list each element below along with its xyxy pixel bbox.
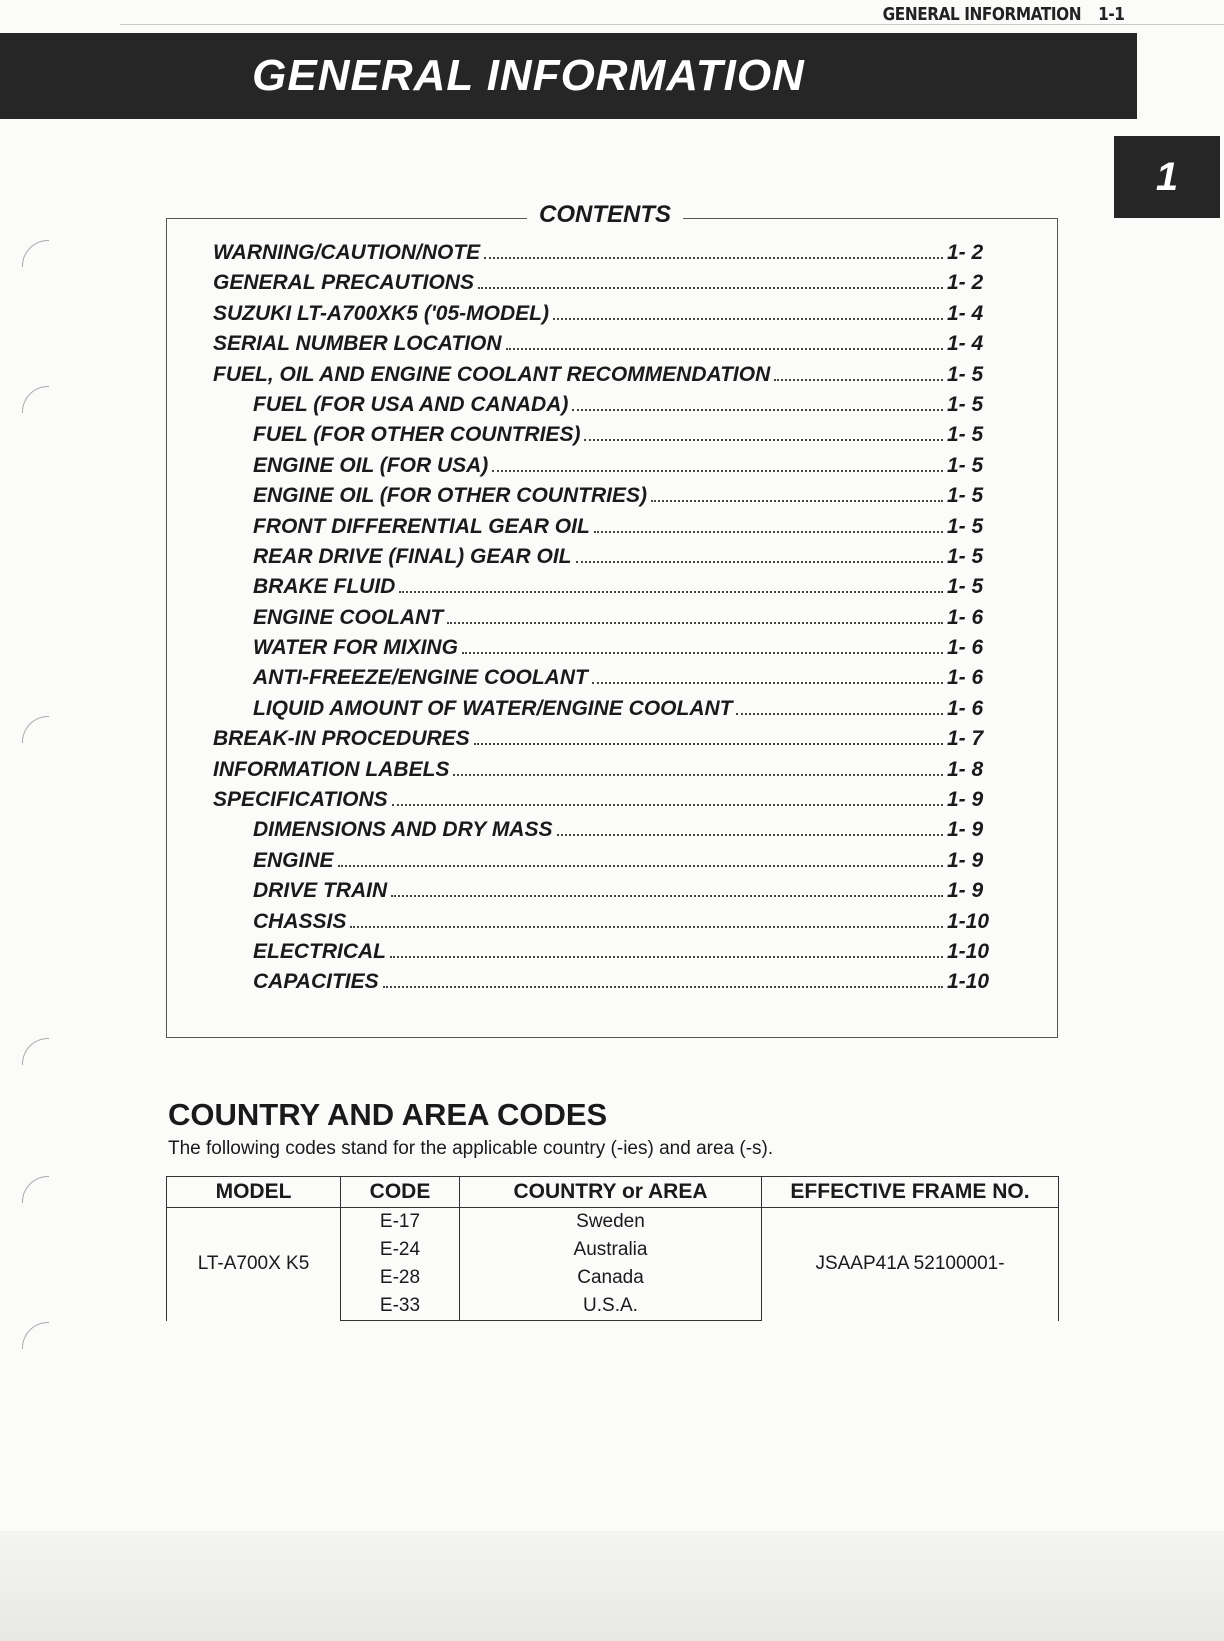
dot-leader: [584, 439, 943, 441]
dot-leader: [506, 348, 943, 350]
code-cell: E-28: [341, 1264, 460, 1292]
toc-entry: [213, 302, 1003, 332]
header-rule: [120, 24, 1224, 25]
model-cell: LT-A700X K5: [167, 1208, 341, 1321]
toc-entry-page: 1- 5: [947, 392, 984, 416]
toc-entry-label: CAPACITIES: [253, 970, 379, 994]
dot-leader: [478, 287, 943, 289]
toc-entry-page: 1- 9: [947, 788, 984, 812]
dot-leader: [399, 591, 943, 593]
toc-entry-label: WATER FOR MIXING: [253, 636, 458, 660]
toc-entry: [213, 423, 1003, 453]
country-cell: U.S.A.: [460, 1292, 762, 1321]
toc-entry-page: 1- 6: [947, 696, 984, 720]
dot-leader: [462, 652, 943, 654]
toc-entry-page: 1- 5: [947, 453, 984, 477]
toc-entry: [213, 727, 1003, 757]
toc-entry: [213, 363, 1003, 393]
frame-no-cell: JSAAP41A 52100001-: [762, 1208, 1059, 1321]
dot-leader: [492, 470, 943, 472]
toc-entry: [213, 606, 1003, 636]
dot-leader: [383, 986, 943, 988]
toc-entry: [213, 697, 1003, 727]
toc-entry: [213, 636, 1003, 666]
toc-entry: [213, 484, 1003, 514]
dot-leader: [557, 834, 944, 836]
toc-entry-page: 1- 9: [947, 848, 984, 872]
dot-leader: [484, 257, 943, 259]
binder-hole-mark: [22, 1176, 49, 1203]
table-row: [167, 1208, 1059, 1237]
page-number: 1-1: [1097, 4, 1124, 25]
toc-entry-page: 1- 9: [947, 818, 984, 842]
dot-leader: [651, 500, 943, 502]
toc-entry: [213, 940, 1003, 970]
toc-entry: [213, 454, 1003, 484]
toc-entry-page: 1- 5: [947, 423, 984, 447]
toc-entry: [213, 545, 1003, 575]
column-header-country: COUNTRY or AREA: [460, 1177, 762, 1208]
binder-hole-mark: [22, 386, 49, 413]
toc-entry-label: DIMENSIONS AND DRY MASS: [253, 818, 553, 842]
contents-box: [166, 201, 1058, 1038]
dot-leader: [572, 409, 943, 411]
title-banner: [0, 33, 1137, 119]
toc-entry: [213, 666, 1003, 696]
toc-entry-label: ANTI-FREEZE/ENGINE COOLANT: [253, 666, 588, 690]
page-title: GENERAL INFORMATION: [252, 51, 805, 100]
toc-entry: [213, 393, 1003, 423]
dot-leader: [576, 561, 944, 563]
toc-entry: [213, 818, 1003, 848]
country-codes-table: [166, 1176, 1059, 1321]
toc-entry-page: 1- 4: [947, 301, 984, 325]
toc-entry-page: 1- 5: [947, 514, 984, 538]
code-cell: E-17: [341, 1208, 460, 1237]
toc-entry-page: 1- 5: [947, 575, 984, 599]
toc-entry: [213, 788, 1003, 818]
toc-entry: [213, 879, 1003, 909]
toc-entry-label: INFORMATION LABELS: [213, 757, 450, 781]
toc-entry-label: SUZUKI LT-A700XK5 ('05-MODEL): [213, 301, 549, 325]
dot-leader: [594, 531, 943, 533]
dot-leader: [736, 713, 943, 715]
toc-entry-label: REAR DRIVE (FINAL) GEAR OIL: [253, 544, 572, 568]
code-cell: E-24: [341, 1236, 460, 1264]
scan-shadow: [0, 1531, 1224, 1641]
dot-leader: [392, 804, 943, 806]
binder-hole-mark: [22, 716, 49, 743]
toc-entry-label: GENERAL PRECAUTIONS: [213, 271, 474, 295]
toc-entry: [213, 849, 1003, 879]
dot-leader: [350, 926, 943, 928]
dot-leader: [592, 682, 943, 684]
toc-entry-page: 1-10: [947, 970, 990, 994]
column-header-frame-no: EFFECTIVE FRAME NO.: [762, 1177, 1059, 1208]
toc-entry-label: FUEL (FOR USA AND CANADA): [253, 392, 569, 416]
chapter-number: 1: [1155, 154, 1179, 199]
toc-entry-label: WARNING/CAUTION/NOTE: [213, 241, 481, 264]
toc-entry: [213, 970, 1003, 1000]
country-cell: Australia: [460, 1236, 762, 1264]
binder-hole-mark: [22, 1038, 49, 1065]
toc-entry: [213, 910, 1003, 940]
toc-entry-label: LIQUID AMOUNT OF WATER/ENGINE COOLANT: [253, 696, 733, 720]
toc-entry-label: BRAKE FLUID: [253, 575, 396, 599]
toc-entry: [213, 332, 1003, 362]
toc-entry-page: 1- 7: [947, 727, 984, 751]
toc-entry-label: BREAK-IN PROCEDURES: [213, 727, 470, 751]
toc-entry-page: 1- 6: [947, 605, 984, 629]
toc-entry-page: 1- 6: [947, 666, 984, 690]
dot-leader: [391, 895, 943, 897]
toc-entry: [213, 758, 1003, 788]
code-cell: E-33: [341, 1292, 460, 1321]
country-cell: Sweden: [460, 1208, 762, 1237]
toc-entry-label: ENGINE OIL (FOR USA): [253, 453, 489, 477]
country-codes-description: The following codes stand for the applicable country (-ies) and area (-s).: [168, 1138, 774, 1159]
toc-entry-label: SPECIFICATIONS: [213, 788, 388, 812]
dot-leader: [474, 743, 943, 745]
toc-entry-page: 1- 2: [947, 271, 984, 295]
toc-entry-page: 1- 9: [947, 879, 984, 903]
dot-leader: [774, 379, 943, 381]
toc-entry-page: 1- 6: [947, 636, 984, 660]
binder-hole-mark: [22, 240, 49, 267]
table-header-row: [167, 1177, 1059, 1208]
dot-leader: [447, 622, 943, 624]
toc-entry-label: FRONT DIFFERENTIAL GEAR OIL: [253, 514, 590, 538]
column-header-model: MODEL: [167, 1177, 341, 1208]
toc-entry-label: ELECTRICAL: [253, 939, 386, 963]
country-cell: Canada: [460, 1264, 762, 1292]
toc-entry-label: FUEL (FOR OTHER COUNTRIES): [253, 423, 581, 447]
running-header-title: GENERAL INFORMATION: [882, 4, 1081, 25]
toc-entry-page: 1- 4: [947, 332, 984, 356]
column-header-code: CODE: [341, 1177, 460, 1208]
table-of-contents: [213, 241, 1003, 1001]
toc-entry-label: DRIVE TRAIN: [253, 879, 388, 903]
toc-entry-page: 1- 5: [947, 484, 984, 508]
toc-entry: [213, 241, 1003, 271]
toc-entry-label: ENGINE OIL (FOR OTHER COUNTRIES): [253, 484, 647, 508]
toc-entry: [213, 515, 1003, 545]
contents-heading: CONTENTS: [527, 201, 683, 229]
toc-entry-label: SERIAL NUMBER LOCATION: [213, 332, 502, 356]
toc-entry-label: CHASSIS: [253, 909, 347, 933]
toc-entry: [213, 271, 1003, 301]
toc-entry-page: 1-10: [947, 939, 990, 963]
dot-leader: [338, 865, 943, 867]
toc-entry-page: 1- 2: [947, 241, 984, 264]
toc-entry-page: 1-10: [947, 909, 990, 933]
dot-leader: [453, 774, 943, 776]
dot-leader: [553, 318, 943, 320]
chapter-tab: [1114, 136, 1220, 218]
toc-entry-page: 1- 8: [947, 757, 984, 781]
running-header: [882, 4, 1124, 25]
toc-entry: [213, 575, 1003, 605]
toc-entry-page: 1- 5: [947, 544, 984, 568]
toc-entry-label: ENGINE: [253, 848, 334, 872]
dot-leader: [390, 956, 943, 958]
toc-entry-label: ENGINE COOLANT: [253, 605, 444, 629]
country-codes-heading: COUNTRY AND AREA CODES: [168, 1097, 608, 1132]
toc-entry-label: FUEL, OIL AND ENGINE COOLANT RECOMMENDATION: [213, 362, 771, 386]
binder-hole-mark: [22, 1322, 49, 1349]
toc-entry-page: 1- 5: [947, 362, 984, 386]
